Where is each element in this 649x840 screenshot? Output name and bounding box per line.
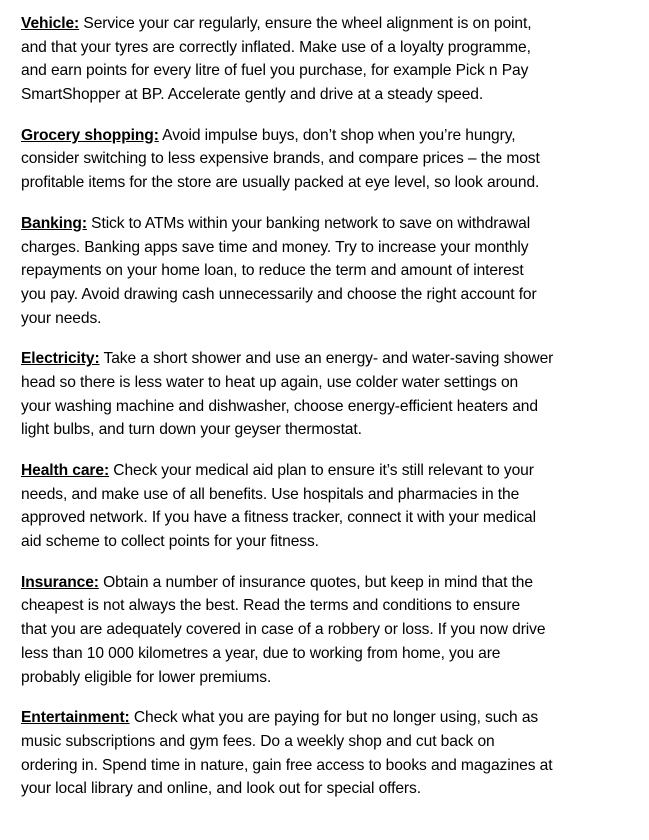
text-line bbox=[21, 777, 649, 801]
text-line bbox=[21, 418, 649, 442]
line-text: Service your car regularly, ensure the wheel alignment is on point, bbox=[79, 15, 532, 32]
text-line bbox=[21, 212, 649, 236]
line-text: SmartShopper at BP. Accelerate gently and drive at a steady speed. bbox=[21, 86, 484, 104]
line-text: charges. Banking apps save time and money. Try to increase your monthly bbox=[21, 238, 529, 256]
paragraph-health-care bbox=[21, 459, 649, 554]
line-text: you pay. Avoid drawing cash unnecessarily and choose the right account for bbox=[21, 285, 537, 303]
section-heading: Grocery shopping: bbox=[21, 126, 159, 144]
text-line bbox=[21, 59, 649, 83]
line-text: Stick to ATMs within your banking network to save on withdrawal bbox=[86, 214, 531, 232]
paragraph-electricity bbox=[21, 347, 649, 442]
line-text: Check your medical aid plan to ensure it’s still relevant to your bbox=[109, 462, 534, 479]
line-text: music subscriptions and gym fees. Do a weekly shop and cut back on bbox=[21, 732, 495, 750]
section-heading: Electricity: bbox=[21, 350, 100, 368]
text-line bbox=[21, 236, 649, 260]
line-text: less than 10 000 kilometres a year, due to working from home, you are bbox=[21, 644, 501, 662]
text-line bbox=[21, 395, 649, 419]
section-heading: Health care: bbox=[21, 462, 110, 479]
text-line bbox=[21, 483, 649, 507]
paragraph-insurance bbox=[21, 571, 649, 689]
section-heading: Insurance: bbox=[21, 573, 99, 591]
line-text: Obtain a number of insurance quotes, but keep in mind that the bbox=[98, 573, 533, 591]
line-text: your needs. bbox=[21, 309, 102, 327]
line-text: ordering in. Spend time in nature, gain free access to books and magazines at bbox=[21, 756, 553, 774]
paragraph-grocery-shopping bbox=[21, 124, 649, 195]
text-line bbox=[21, 283, 649, 307]
paragraph-banking bbox=[21, 212, 649, 330]
text-line bbox=[21, 706, 649, 730]
text-line bbox=[21, 594, 649, 618]
paragraph-vehicle bbox=[21, 12, 649, 107]
section-heading: Banking: bbox=[21, 214, 87, 232]
text-line bbox=[21, 730, 649, 754]
section-heading: Vehicle: bbox=[21, 15, 80, 32]
text-line bbox=[21, 371, 649, 395]
line-text: needs, and make use of all benefits. Use hospitals and pharmacies in the bbox=[21, 485, 520, 503]
text-line bbox=[21, 530, 649, 554]
text-line bbox=[21, 124, 649, 148]
line-text: Take a short shower and use an energy- and water-saving shower bbox=[99, 350, 554, 368]
text-line bbox=[21, 171, 649, 195]
text-line bbox=[21, 36, 649, 60]
text-line bbox=[21, 12, 649, 36]
section-heading: Entertainment: bbox=[21, 709, 130, 727]
text-line bbox=[21, 754, 649, 778]
line-text: repayments on your home loan, to reduce the term and amount of interest bbox=[21, 262, 524, 280]
text-line bbox=[21, 618, 649, 642]
line-text: Avoid impulse buys, don’t shop when you’re hungry, bbox=[158, 126, 516, 144]
line-text: Check what you are paying for but no longer using, such as bbox=[129, 709, 539, 727]
line-text: consider switching to less expensive brands, and compare prices – the most bbox=[21, 150, 540, 168]
text-line bbox=[21, 642, 649, 666]
line-text: profitable items for the store are usually packed at eye level, so look around. bbox=[21, 174, 540, 192]
text-line bbox=[21, 83, 649, 107]
line-text: and that your tyres are correctly inflated. Make use of a loyalty programme, bbox=[21, 38, 531, 56]
text-line bbox=[21, 506, 649, 530]
paragraph-entertainment bbox=[21, 706, 649, 801]
text-line bbox=[21, 347, 649, 371]
text-line bbox=[21, 147, 649, 171]
line-text: your local library and online, and look out for special offers. bbox=[21, 780, 421, 798]
line-text: approved network. If you have a fitness tracker, connect it with your medical bbox=[21, 509, 536, 527]
line-text: that you are adequately covered in case of a robbery or loss. If you now drive bbox=[21, 621, 546, 639]
line-text: and earn points for every litre of fuel you purchase, for example Pick n Pay bbox=[21, 62, 529, 80]
line-text: your washing machine and dishwasher, choose energy-efficient heaters and bbox=[21, 397, 538, 415]
line-text: head so there is less water to heat up again, use colder water settings on bbox=[21, 373, 519, 391]
text-line bbox=[21, 666, 649, 690]
line-text: aid scheme to collect points for your fitness. bbox=[21, 533, 319, 551]
text-line bbox=[21, 259, 649, 283]
line-text: cheapest is not always the best. Read the terms and conditions to ensure bbox=[21, 597, 521, 615]
text-line bbox=[21, 571, 649, 595]
line-text: light bulbs, and turn down your geyser thermostat. bbox=[21, 421, 362, 439]
line-text: probably eligible for lower premiums. bbox=[21, 668, 272, 686]
text-line bbox=[21, 459, 649, 483]
text-line bbox=[21, 307, 649, 331]
